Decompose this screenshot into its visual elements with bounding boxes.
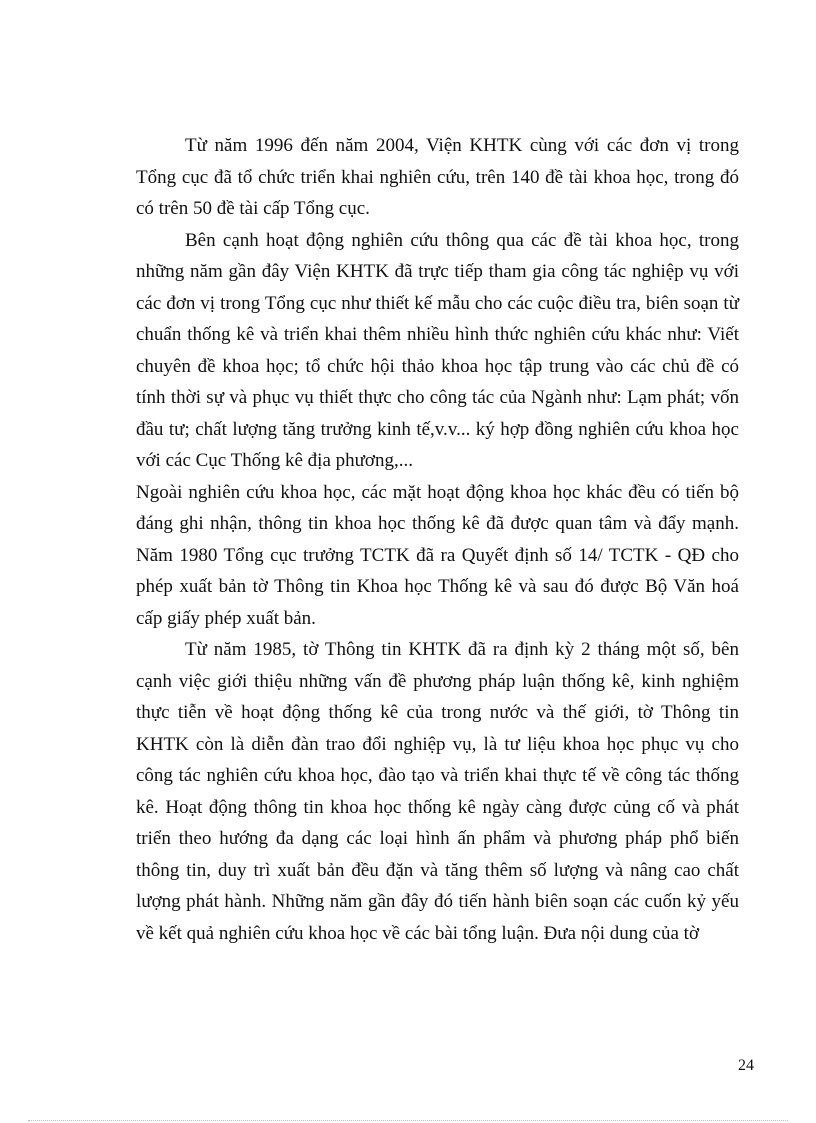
bottom-divider <box>28 1120 788 1121</box>
paragraph-institute-activities: Bên cạnh hoạt động nghiên cứu thông qua các đề tài khoa học, trong những năm gần đây Viện KHTK đã trực tiếp tham gia công tác nghiệp vụ với các đơn vị trong Tổng cục như thiết kế mẫu cho các cuộc điều tra, biên soạn từ chuẩn thống kê và triển khai thêm nhiều hình thức nghiên cứu khác như: Viết chuyên đề khoa học; tổ chức hội thảo khoa học tập trung vào các chủ đề có tính thời sự và phục vụ thiết thực cho công tác của Ngành như: Lạm phát; vốn đầu tư; chất lượng tăng trưởng kinh tế,v.v... ký hợp đồng nghiên cứu khoa học với các Cục Thống kê địa phương,... <box>136 229 739 471</box>
page-body <box>136 130 739 949</box>
paragraph-research-topics: Từ năm 1996 đến năm 2004, Viện KHTK cùng với các đơn vị trong Tổng cục đã tổ chức triển khai nghiên cứu, trên 140 đề tài khoa học, trong đó có trên 50 đề tài cấp Tổng cục. <box>136 135 739 219</box>
page-number: 24 <box>738 1057 754 1074</box>
paragraph-newsletter-history: Từ năm 1985, tờ Thông tin KHTK đã ra định kỳ 2 tháng một số, bên cạnh việc giới thiệu những vấn đề phương pháp luận thống kê, kinh nghiệm thực tiễn về hoạt động thống kê của trong nước và thế giới, tờ Thông tin KHTK còn là diễn đàn trao đổi nghiệp vụ, là tư liệu khoa học phục vụ cho công tác nghiên cứu khoa học, đào tạo và triển khai thực tế về công tác thống kê. Hoạt động thông tin khoa học thống kê ngày càng được củng cố và phát triển theo hướng đa dạng các loại hình ấn phẩm và phương pháp phổ biến thông tin, duy trì xuất bản đều đặn và tăng thêm số lượng và nâng cao chất lượng phát hành. Những năm gần đây đó tiến hành biên soạn các cuốn kỷ yếu về kết quả nghiên cứu khoa học về các bài tổng luận. Đưa nội dung của tờ <box>136 639 739 944</box>
paragraph-scientific-information: Ngoài nghiên cứu khoa học, các mặt hoạt động khoa học khác đều có tiến bộ đáng ghi nhận, thông tin khoa học thống kê đã được quan tâm và đẩy mạnh. Năm 1980 Tổng cục trưởng TCTK đã ra Quyết định số 14/ TCTK - QĐ cho phép xuất bản tờ Thông tin Khoa học Thống kê và sau đó được Bộ Văn hoá cấp giấy phép xuất bản. <box>136 481 739 629</box>
